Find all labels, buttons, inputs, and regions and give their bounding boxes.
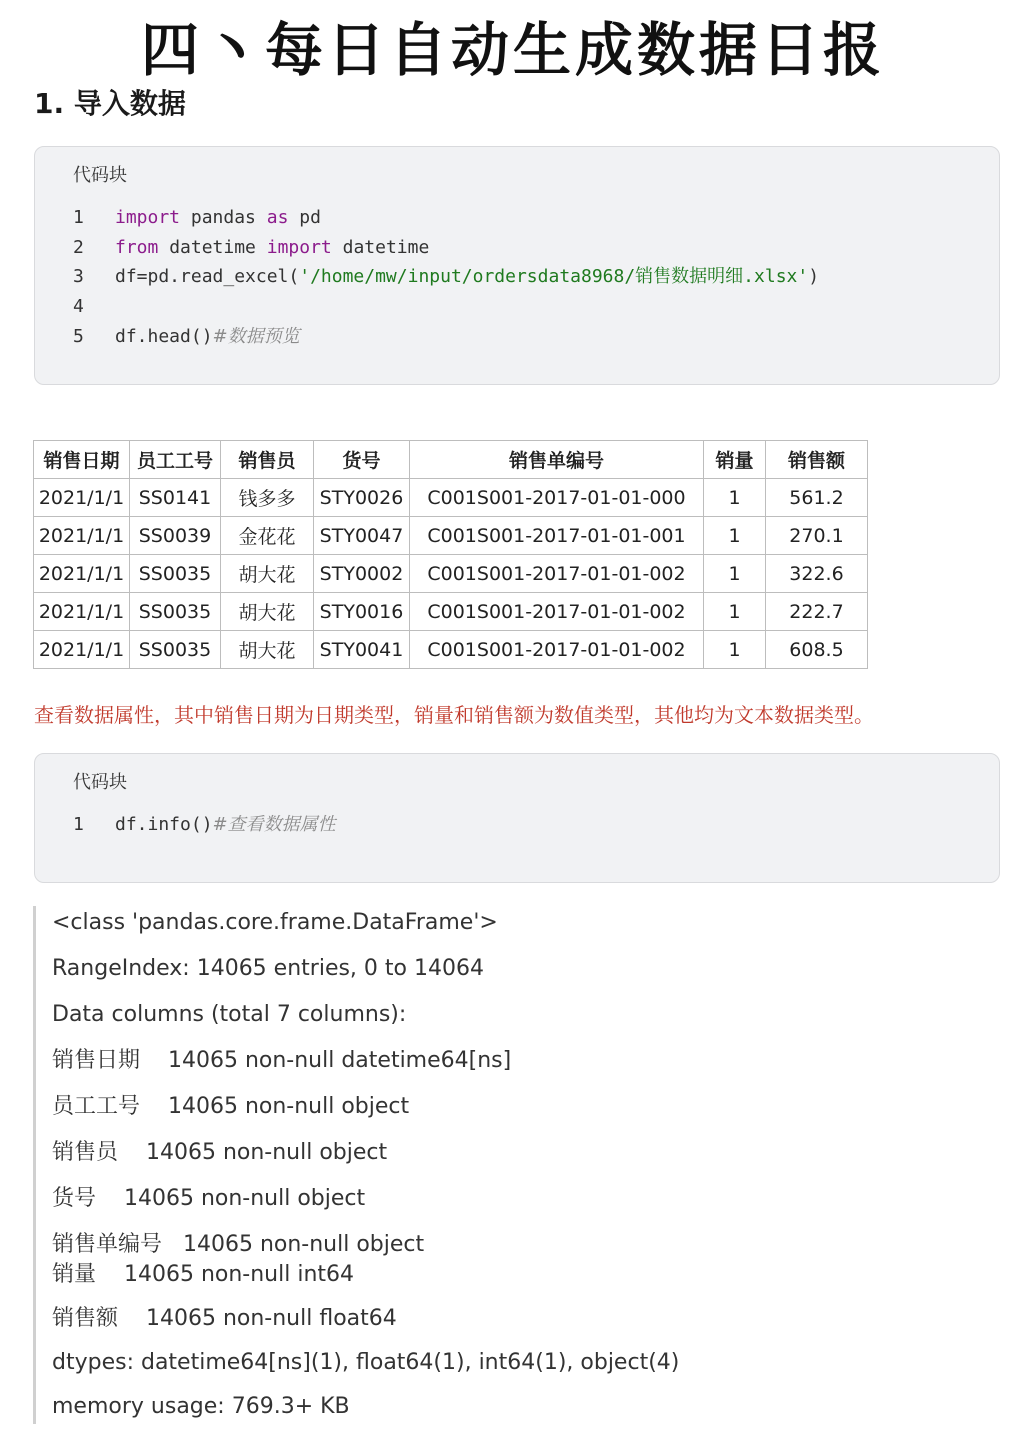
table-cell: SS0141 (130, 479, 221, 517)
code-line (35, 292, 999, 322)
line-number: 4 (73, 296, 84, 318)
code-line (35, 233, 999, 263)
table-header-cell: 货号 (314, 441, 410, 479)
table-row (34, 479, 868, 517)
code-line (35, 322, 999, 352)
output-line: dtypes: datetime64[ns](1), float64(1), int64(1), object(4) (52, 1350, 680, 1375)
table-cell: C001S001-2017-01-01-002 (410, 593, 704, 631)
table-cell: 1 (704, 517, 766, 555)
code-string: '/home/mw/input/ordersdata8968/销售数据明细.xlsx' (299, 266, 809, 288)
code-text (115, 322, 300, 352)
table-cell: 1 (704, 479, 766, 517)
table-header-cell: 销售单编号 (410, 441, 704, 479)
code-token: df.info() (115, 814, 213, 835)
table-cell: C001S001-2017-01-01-002 (410, 555, 704, 593)
output-line: 销售单编号 14065 non-null object (52, 1232, 425, 1257)
table-cell: C001S001-2017-01-01-000 (410, 479, 704, 517)
output-border (33, 906, 36, 1424)
table-cell: 钱多多 (221, 479, 314, 517)
table-cell: 1 (704, 555, 766, 593)
code-comment: #查看数据属性 (212, 814, 336, 835)
table-cell: 胡大花 (221, 631, 314, 669)
output-line: memory usage: 769.3+ KB (52, 1394, 350, 1419)
output-line: 员工工号 14065 non-null object (52, 1094, 410, 1119)
code-line (35, 262, 999, 292)
table-cell: 胡大花 (221, 555, 314, 593)
output-line: RangeIndex: 14065 entries, 0 to 14064 (52, 956, 484, 981)
code-token: df.head() (115, 325, 213, 347)
code-token: pandas (180, 207, 267, 228)
code-text (115, 233, 429, 263)
table-cell: SS0039 (130, 517, 221, 555)
table-cell: C001S001-2017-01-01-001 (410, 517, 704, 555)
page-title: 四丶每日自动生成数据日报 (140, 16, 885, 84)
table-cell: STY0016 (314, 593, 410, 631)
code-text (115, 262, 819, 292)
section-heading: 1. 导入数据 (34, 87, 186, 120)
table-row (34, 593, 868, 631)
table-cell: 1 (704, 593, 766, 631)
table-header-cell: 销售员 (221, 441, 314, 479)
table-cell: 2021/1/1 (34, 593, 130, 631)
code-token: ) (808, 266, 820, 288)
table-cell: SS0035 (130, 593, 221, 631)
table-cell: 270.1 (766, 517, 868, 555)
output-line: 销量 14065 non-null int64 (52, 1262, 355, 1287)
code-keyword: import (266, 236, 332, 258)
table-cell: 胡大花 (221, 593, 314, 631)
code-text (115, 810, 336, 840)
table-cell: SS0035 (130, 555, 221, 593)
code-keyword: import (115, 207, 181, 228)
table-cell: C001S001-2017-01-01-002 (410, 631, 704, 669)
line-number: 2 (73, 236, 84, 258)
table-cell: 608.5 (766, 631, 868, 669)
output-line: 销售额 14065 non-null float64 (52, 1306, 397, 1331)
code-keyword: from (115, 236, 159, 258)
table-cell: 561.2 (766, 479, 868, 517)
table-cell: 2021/1/1 (34, 631, 130, 669)
code-lines (35, 810, 999, 840)
line-number: 1 (73, 207, 84, 228)
output-line: 货号 14065 non-null object (52, 1186, 366, 1211)
table-cell: STY0026 (314, 479, 410, 517)
table-cell: 2021/1/1 (34, 517, 130, 555)
code-block-label: 代码块 (73, 165, 127, 186)
data-preview-table (33, 440, 868, 669)
table-cell: 2021/1/1 (34, 479, 130, 517)
output-line: 销售日期 14065 non-null datetime64[ns] (52, 1048, 512, 1073)
table-body (34, 479, 868, 669)
table-row (34, 517, 868, 555)
table-cell: 2021/1/1 (34, 555, 130, 593)
code-line (35, 203, 999, 233)
code-token: datetime (331, 236, 430, 258)
table-header-cell: 销售日期 (34, 441, 130, 479)
code-comment: #数据预览 (212, 325, 300, 347)
line-number: 5 (73, 325, 84, 347)
table-cell: 222.7 (766, 593, 868, 631)
code-block-label: 代码块 (73, 772, 127, 793)
table-cell: 322.6 (766, 555, 868, 593)
table-row (34, 555, 868, 593)
code-block-1[interactable] (34, 146, 1000, 385)
output-line: 销售员 14065 non-null object (52, 1140, 388, 1165)
output-line: <class 'pandas.core.frame.DataFrame'> (52, 910, 498, 935)
output-line: Data columns (total 7 columns): (52, 1002, 407, 1027)
code-line (35, 810, 999, 840)
table-header-cell: 销量 (704, 441, 766, 479)
table-cell: STY0002 (314, 555, 410, 593)
table-cell: STY0041 (314, 631, 410, 669)
table-header-cell: 员工工号 (130, 441, 221, 479)
code-block-2[interactable] (34, 753, 1000, 883)
code-text (115, 203, 321, 233)
code-token: datetime (158, 236, 267, 258)
line-number: 1 (73, 814, 84, 835)
table-cell: STY0047 (314, 517, 410, 555)
table-cell: SS0035 (130, 631, 221, 669)
table-cell: 金花花 (221, 517, 314, 555)
code-token: df=pd.read_excel( (115, 266, 300, 288)
code-lines (35, 203, 999, 351)
line-number: 3 (73, 266, 84, 288)
table-header-cell: 销售额 (766, 441, 868, 479)
table-cell: 1 (704, 631, 766, 669)
table-header-row (34, 441, 868, 479)
code-keyword: as (266, 207, 289, 228)
info-note: 查看数据属性，其中销售日期为日期类型，销量和销售额为数值类型，其他均为文本数据类型。 (34, 703, 874, 727)
table-row (34, 631, 868, 669)
code-token: pd (288, 207, 321, 228)
